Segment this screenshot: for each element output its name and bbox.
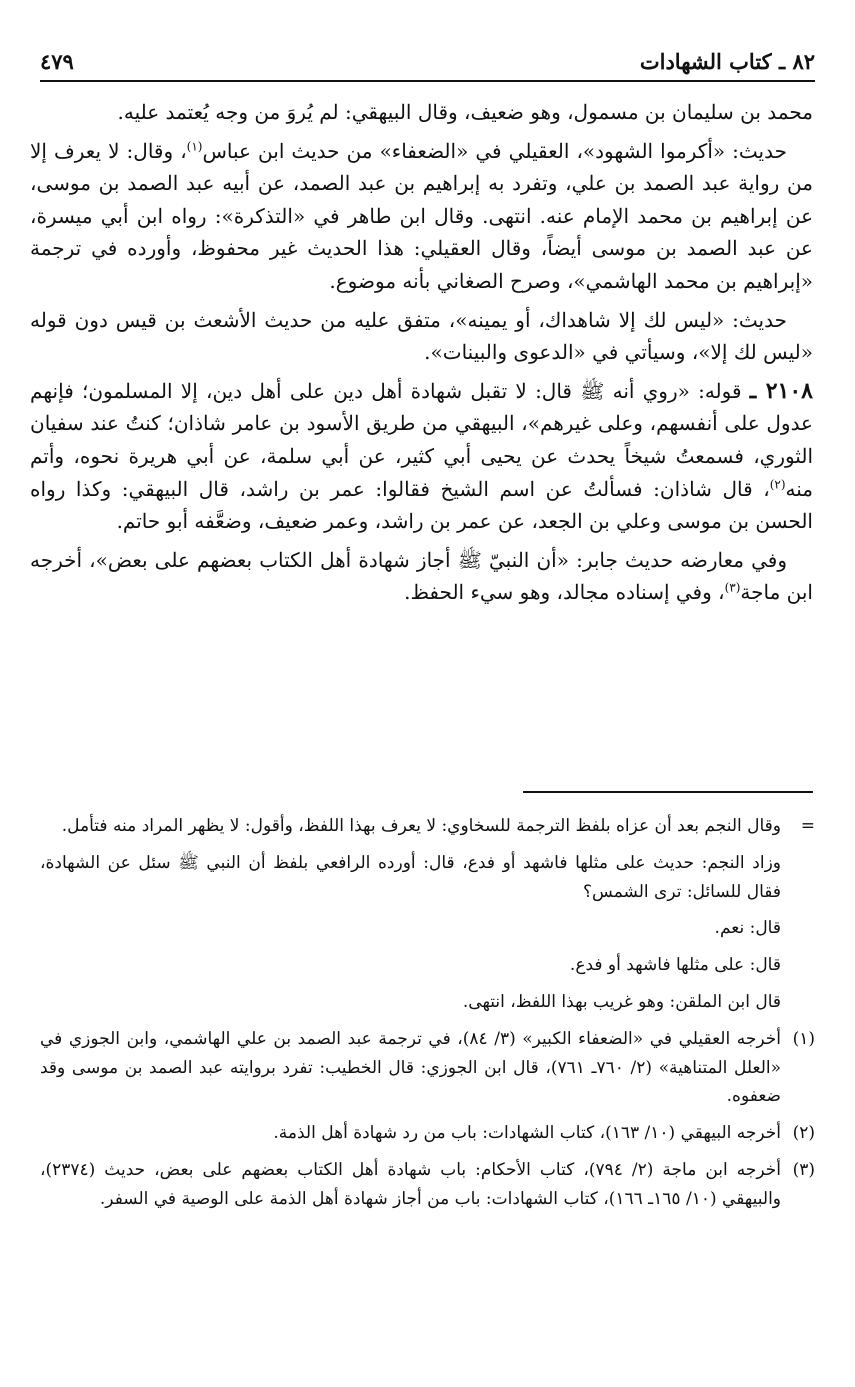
footnote-ref-2: (٢) [769,476,786,491]
paragraph-text: قوله: «روي أنه ﷺ قال: لا تقبل شهادة أهل دين على أهل دين، إلا المسلمون؛ فإنهم عدول على أنفسهم، وعلى غيرهم»، البيهقي من طريق الأسود بن عامر شاذان؛ كنتُ عند سفيان الثوري، فسمعتُ شيخاً يحدث عن يحيى أبي كثير، عن أبي سلمة، عن أبي هريرة نحوه، وأتم منه [30,378,813,501]
footnote-1 [40,1025,815,1111]
footnote-paragraph: وقال النجم بعد أن عزاه بلفظ الترجمة للسخاوي: لا يعرف بهذا اللفظ، وأقول: لا يظهر المراد منه فتأمل. [61,816,781,836]
footnote-mark: (٢) [792,1123,815,1144]
footnote-ref-1: (١) [186,138,203,153]
paragraph-continuation [30,96,813,129]
paragraph-text: محمد بن سليمان بن مسمول، وهو ضعيف، وقال البيهقي: لم يُروَ من وجه يُعتمد عليه. [117,100,813,124]
paragraph-entry-2108 [30,375,813,538]
paragraph-hadith-two-witnesses [30,304,813,369]
entry-number: ٢١٠٨ ـ [749,377,813,404]
footnote-body [40,812,781,1017]
footnote-text: أخرجه البيهقي (١٠/ ١٦٣)، كتاب الشهادات: باب من رد شهادة أهل الذمة. [273,1123,781,1144]
page-number: ٤٧٩ [40,49,74,74]
chapter-title: ٨٢ ـ كتاب الشهادات [639,49,815,74]
footnotes [40,812,815,1222]
footnote-paragraph: قال: على مثلها فاشهد أو فدع. [569,955,781,976]
paragraph-text: ، قال شاذان: فسألتُ عن اسم الشيخ فقالوا: عمر بن راشد، قال البيهقي: وكذا رواه الحسن بن موسى وعلي بن الجعد، عن عمر بن راشد، وعمر ضعيف، وضعَّفه أبو حاتم. [30,476,813,534]
footnote-3 [40,1156,815,1214]
paragraph-text: حديث: «أكرموا الشهود»، العقيلي في «الضعفاء» من حديث ابن عباس [202,138,787,163]
footnote-text: أخرجه العقيلي في «الضعفاء الكبير» (٣/ ٨٤)، في ترجمة عبد الصمد بن علي الهاشمي، وابن الجوزي في «العلل المتناهية» (٢/ ٧٦٠ـ ٧٦١)، قال ابن الجوزي: قال الخطيب: تفرد بروايته عبد الصمد بن موسى وقد ضعفوه. [40,1028,782,1107]
footnote-ref-3: (٣) [724,580,741,595]
footnote-paragraph: وزاد النجم: حديث على مثلها فاشهد أو فدع، قال: أورده الرافعي بلفظ أن النبي ﷺ سئل عن الشهادة، فقال للسائل: ترى الشمس؟ [40,852,781,902]
footnote-2 [40,1119,815,1148]
footnote-mark: (١) [792,1028,815,1049]
paragraph-jabir-hadith [30,544,813,609]
paragraph-text: ، وقال: لا يعرف إلا من رواية عبد الصمد بن علي، وتفرد به إبراهيم بن عبد الصمد، عن أبيه عبد الصمد بن موسى، عن إبراهيم بن محمد الإمام عنه. انتهى. وقال ابن طاهر في «التذكرة»: رواه ابن أبي ميسرة، عن عبد الصمد بن موسى أيضاً، وقال العقيلي: هذا الحديث غير محفوظ، وأورده في ترجمة «إبراهيم بن محمد الهاشمي»، وصرح الصغاني بأنه موضوع. [30,138,813,293]
paragraph-text: وفي معارضه حديث جابر: «أن النبيّ ﷺ أجاز شهادة أهل الكتاب بعضهم على بعض»، أخرجه ابن ماجة [30,547,813,605]
footnote-paragraph: قال: نعم. [714,918,781,939]
main-text [30,96,813,615]
footnote-continued [40,812,815,1017]
paragraph-hadith-honor-witnesses [30,135,813,298]
footnote-mark: (٣) [792,1159,815,1180]
footnote-text: أخرجه ابن ماجة (٢/ ٧٩٤)، كتاب الأحكام: باب شهادة أهل الكتاب بعضهم على بعض، حديث (٢٣٧٤)، والبيهقي (١٠/ ١٦٥ـ ١٦٦)، كتاب الشهادات: باب من أجاز شهادة أهل الذمة على الوصية في السفر. [40,1159,781,1209]
footnote-paragraph: قال ابن الملقن: وهو غريب بهذا اللفظ، انتهى. [462,991,781,1012]
running-header [40,40,815,82]
footnote-mark: = [800,816,815,836]
paragraph-text: ، وفي إسناده مجالد، وهو سيء الحفظ. [404,580,725,605]
paragraph-text: حديث: «ليس لك إلا شاهداك، أو يمينه»، متفق عليه من حديث الأشعث بن قيس دون قوله «ليس لك إلا»، وسيأتي في «الدعوى والبينات». [30,307,813,365]
footnote-separator [523,791,813,793]
